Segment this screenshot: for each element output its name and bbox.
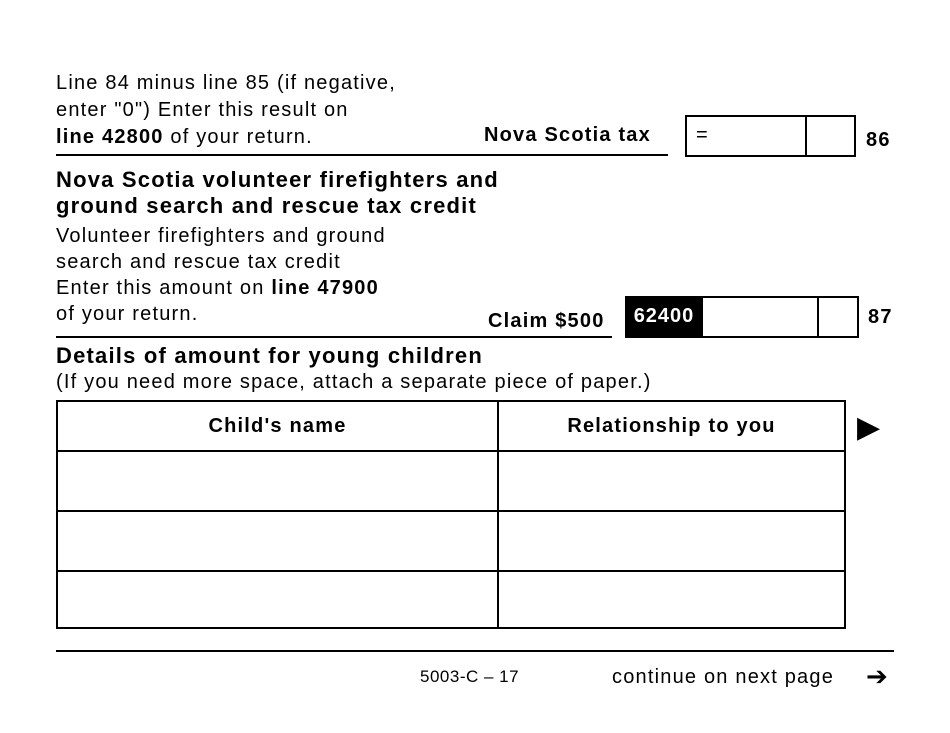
firefighters-desc-line-4: of your return. — [56, 303, 199, 325]
firefighters-heading-line-1: Nova Scotia volunteer firefighters and — [56, 167, 499, 192]
tax-section-rule — [56, 154, 668, 156]
relationship-input-1[interactable] — [499, 452, 844, 510]
firefighters-heading-line-2: ground search and rescue tax credit — [56, 193, 478, 218]
continue-arrow-icon: ➔ — [866, 661, 889, 691]
footer-rule — [56, 650, 894, 652]
tax-instruction-line-1: Line 84 minus line 85 (if negative, — [56, 72, 396, 94]
firefighters-desc-line-1: Volunteer firefighters and ground — [56, 225, 386, 247]
equals-sign: = — [696, 124, 709, 146]
line-number-86: 86 — [866, 129, 891, 151]
nova-scotia-tax-label: Nova Scotia tax — [484, 124, 651, 146]
tax-instruction-line-3 — [56, 124, 313, 150]
column-header-relationship: Relationship to you — [567, 415, 776, 437]
line-42800-ref: line 42800 — [56, 126, 164, 148]
children-table — [56, 400, 846, 629]
tax-instruction-line-3-rest: of your return. — [163, 126, 313, 148]
line-number-87: 87 — [868, 306, 893, 328]
firefighters-desc-line-3 — [56, 275, 379, 301]
firefighters-desc-line-2: search and rescue tax credit — [56, 251, 341, 273]
claim-500-label: Claim $500 — [488, 310, 605, 332]
children-note: (If you need more space, attach a separate piece of paper.) — [56, 371, 652, 393]
line-86-amount-box — [685, 115, 856, 157]
line-86-dollars-input[interactable] — [715, 117, 805, 155]
column-header-child-name: Child's name — [208, 415, 347, 437]
line-87-cents-input[interactable] — [819, 298, 857, 336]
line-code-62400: 62400 — [625, 296, 703, 338]
child-name-input-1[interactable] — [58, 452, 497, 510]
children-heading: Details of amount for young children — [56, 343, 483, 368]
line-86-cents-input[interactable] — [807, 117, 854, 155]
firefighters-desc-line-3-pre: Enter this amount on — [56, 277, 272, 299]
form-code: 5003-C – 17 — [420, 667, 520, 686]
child-name-input-3[interactable] — [58, 572, 497, 627]
relationship-input-3[interactable] — [499, 572, 844, 627]
child-name-input-2[interactable] — [58, 512, 497, 570]
firefighters-section-rule — [56, 336, 612, 338]
relationship-input-2[interactable] — [499, 512, 844, 570]
line-87-dollars-input[interactable] — [703, 298, 817, 336]
line-47900-ref: line 47900 — [271, 277, 379, 299]
continue-next-page-text: continue on next page — [612, 666, 835, 688]
line-87-amount-box — [701, 296, 859, 338]
tax-instruction-line-2: enter "0") Enter this result on — [56, 99, 349, 121]
continue-right-arrow-icon: ▶ — [857, 411, 882, 444]
